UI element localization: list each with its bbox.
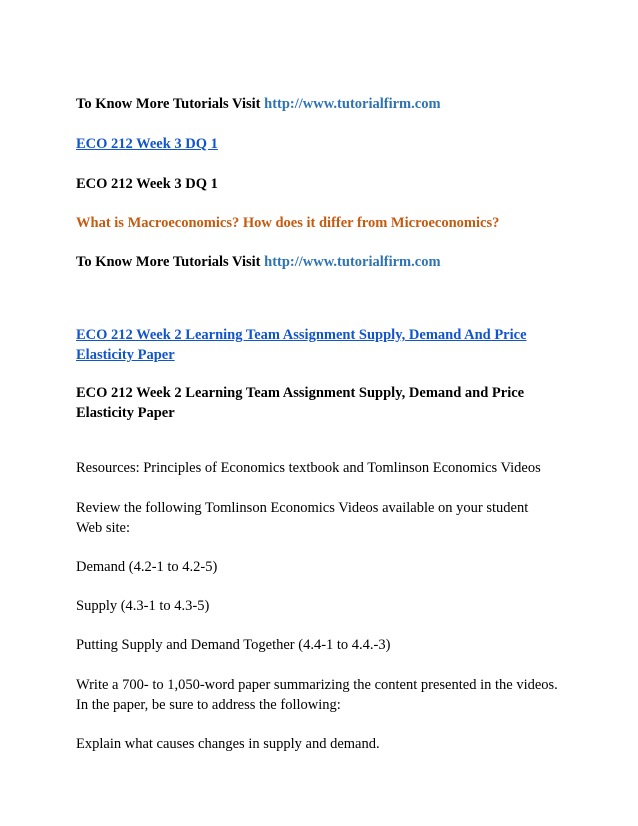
putting-text: Putting Supply and Demand Together (4.4-1 to 4.4.-3) [76, 637, 391, 653]
tutorials-visit-line-1 [76, 94, 576, 114]
write-text-line-2: In the paper, be sure to address the following: [76, 697, 341, 713]
write-text-line-1: Write a 700- to 1,050-word paper summarizing the content presented in the videos. [76, 677, 558, 693]
learning-team-link[interactable] [76, 325, 576, 365]
review-text [76, 498, 576, 538]
tutorials-visit-text: To Know More Tutorials Visit [76, 254, 265, 270]
tutorialfirm-url-link[interactable]: http://www.tutorialfirm.com [264, 254, 441, 270]
dq-link-line [76, 134, 576, 154]
learning-team-title [76, 383, 576, 423]
tutorials-visit-line-2 [76, 252, 576, 272]
learning-team-title-line-2: Elasticity Paper [76, 405, 175, 421]
learning-team-title-line-1: ECO 212 Week 2 Learning Team Assignment Supply, Demand and Price [76, 385, 525, 401]
review-text-line-2: Web site: [76, 520, 130, 536]
write-text [76, 675, 616, 715]
tutorialfirm-url-link[interactable]: http://www.tutorialfirm.com [264, 96, 441, 112]
learning-team-link-line-1[interactable]: ECO 212 Week 2 Learning Team Assignment Supply, Demand And Price [76, 327, 527, 343]
demand-text: Demand (4.2-1 to 4.2-5) [76, 559, 218, 575]
dq-link[interactable]: ECO 212 Week 3 DQ 1 [76, 136, 218, 152]
resources-text: Resources: Principles of Economics textbook and Tomlinson Economics Videos [76, 460, 541, 476]
learning-team-link-line-2[interactable]: Elasticity Paper [76, 347, 175, 363]
review-text-line-1: Review the following Tomlinson Economics Videos available on your student [76, 500, 529, 516]
dq-title: ECO 212 Week 3 DQ 1 [76, 176, 218, 192]
explain-text: Explain what causes changes in supply and demand. [76, 736, 380, 752]
dq-question: What is Macroeconomics? How does it differ from Microeconomics? [76, 215, 500, 231]
supply-text: Supply (4.3-1 to 4.3-5) [76, 598, 210, 614]
tutorials-visit-text: To Know More Tutorials Visit [76, 96, 265, 112]
